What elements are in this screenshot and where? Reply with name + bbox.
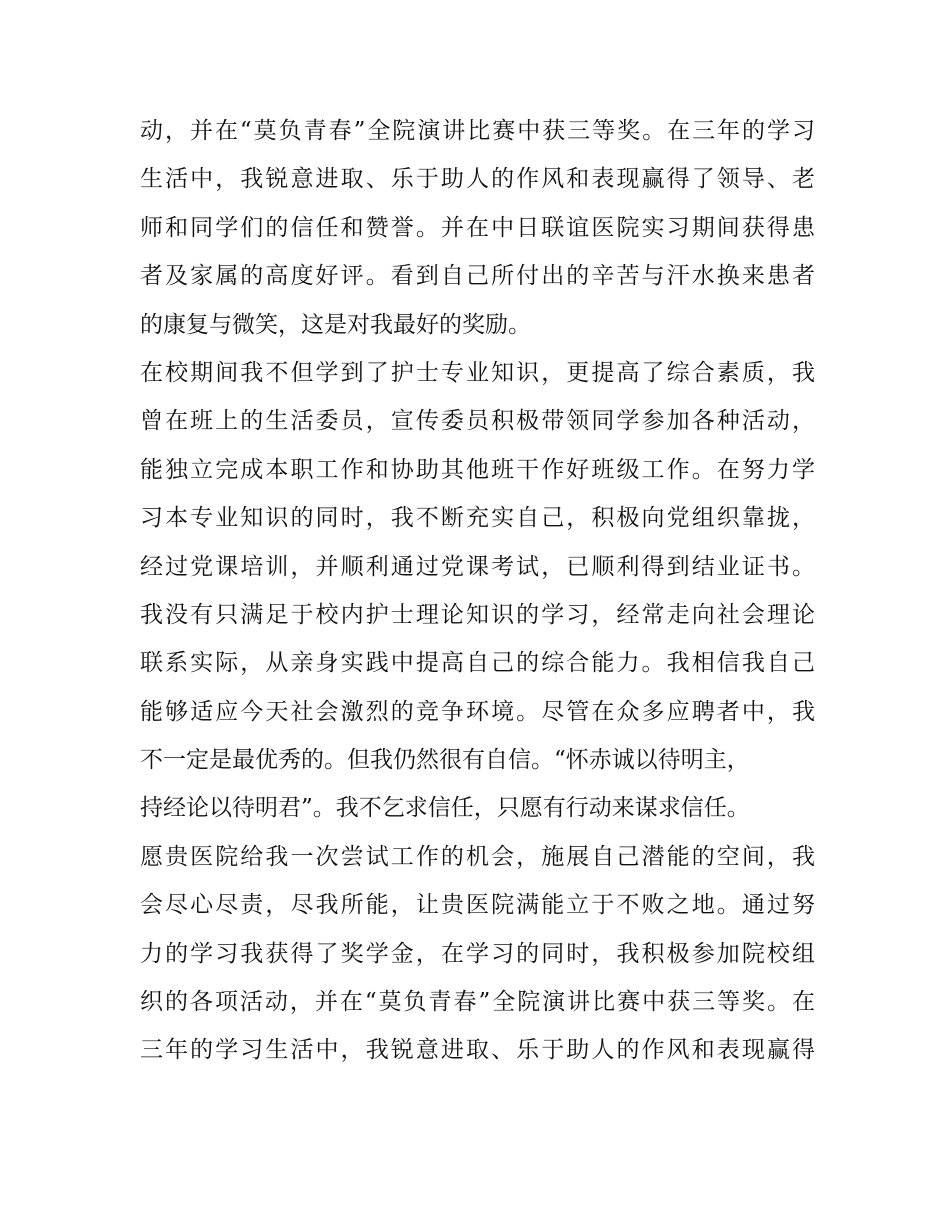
text-line: 我没有只满足于校内护士理论知识的学习，经常走向社会理论 — [140, 601, 815, 628]
text-line: 在校期间我不但学到了护士专业知识，更提高了综合素质，我 — [140, 359, 815, 386]
text-line: 三年的学习生活中，我锐意进取、乐于助人的作风和表现赢得 — [140, 1037, 815, 1064]
text-line: 师和同学们的信任和赞誉。并在中日联谊医院实习期间获得患 — [140, 214, 815, 241]
body-text — [140, 107, 815, 1075]
text-line: 的康复与微笑，这是对我最好的奖励。 — [140, 311, 531, 338]
text-line: 习本专业知识的同时，我不断充实自己，积极向党组织靠拢， — [140, 505, 815, 532]
text-line: 会尽心尽责，尽我所能，让贵医院满能立于不败之地。通过努 — [140, 892, 815, 919]
text-line: 联系实际，从亲身实践中提高自己的综合能力。我相信我自己 — [140, 650, 815, 677]
text-line: 力的学习我获得了奖学金，在学习的同时，我积极参加院校组 — [140, 940, 815, 967]
text-line: 生活中，我锐意进取、乐于助人的作风和表现赢得了领导、老 — [140, 166, 815, 193]
text-line: 能独立完成本职工作和协助其他班干作好班级工作。在努力学 — [140, 456, 815, 483]
text-line: 经过党课培训，并顺利通过党课考试，已顺利得到结业证书。 — [140, 553, 815, 580]
text-line: 愿贵医院给我一次尝试工作的机会，施展自己潜能的空间，我 — [140, 843, 815, 870]
text-line: 不一定是最优秀的。但我仍然很有自信。“怀赤诚以待明主， — [140, 747, 750, 774]
text-line: 织的各项活动，并在“莫负青春”全院演讲比赛中获三等奖。在 — [140, 989, 815, 1016]
text-line: 曾在班上的生活委员，宣传委员积极带领同学参加各种活动， — [140, 408, 815, 435]
text-line: 持经论以待明君”。我不乞求信任，只愿有行动来谋求信任。 — [140, 795, 750, 822]
text-line: 能够适应今天社会激烈的竞争环境。尽管在众多应聘者中，我 — [140, 698, 815, 725]
text-line: 动，并在“莫负青春”全院演讲比赛中获三等奖。在三年的学习 — [140, 118, 815, 144]
text-line: 者及家属的高度好评。看到自己所付出的辛苦与汗水换来患者 — [140, 263, 815, 290]
